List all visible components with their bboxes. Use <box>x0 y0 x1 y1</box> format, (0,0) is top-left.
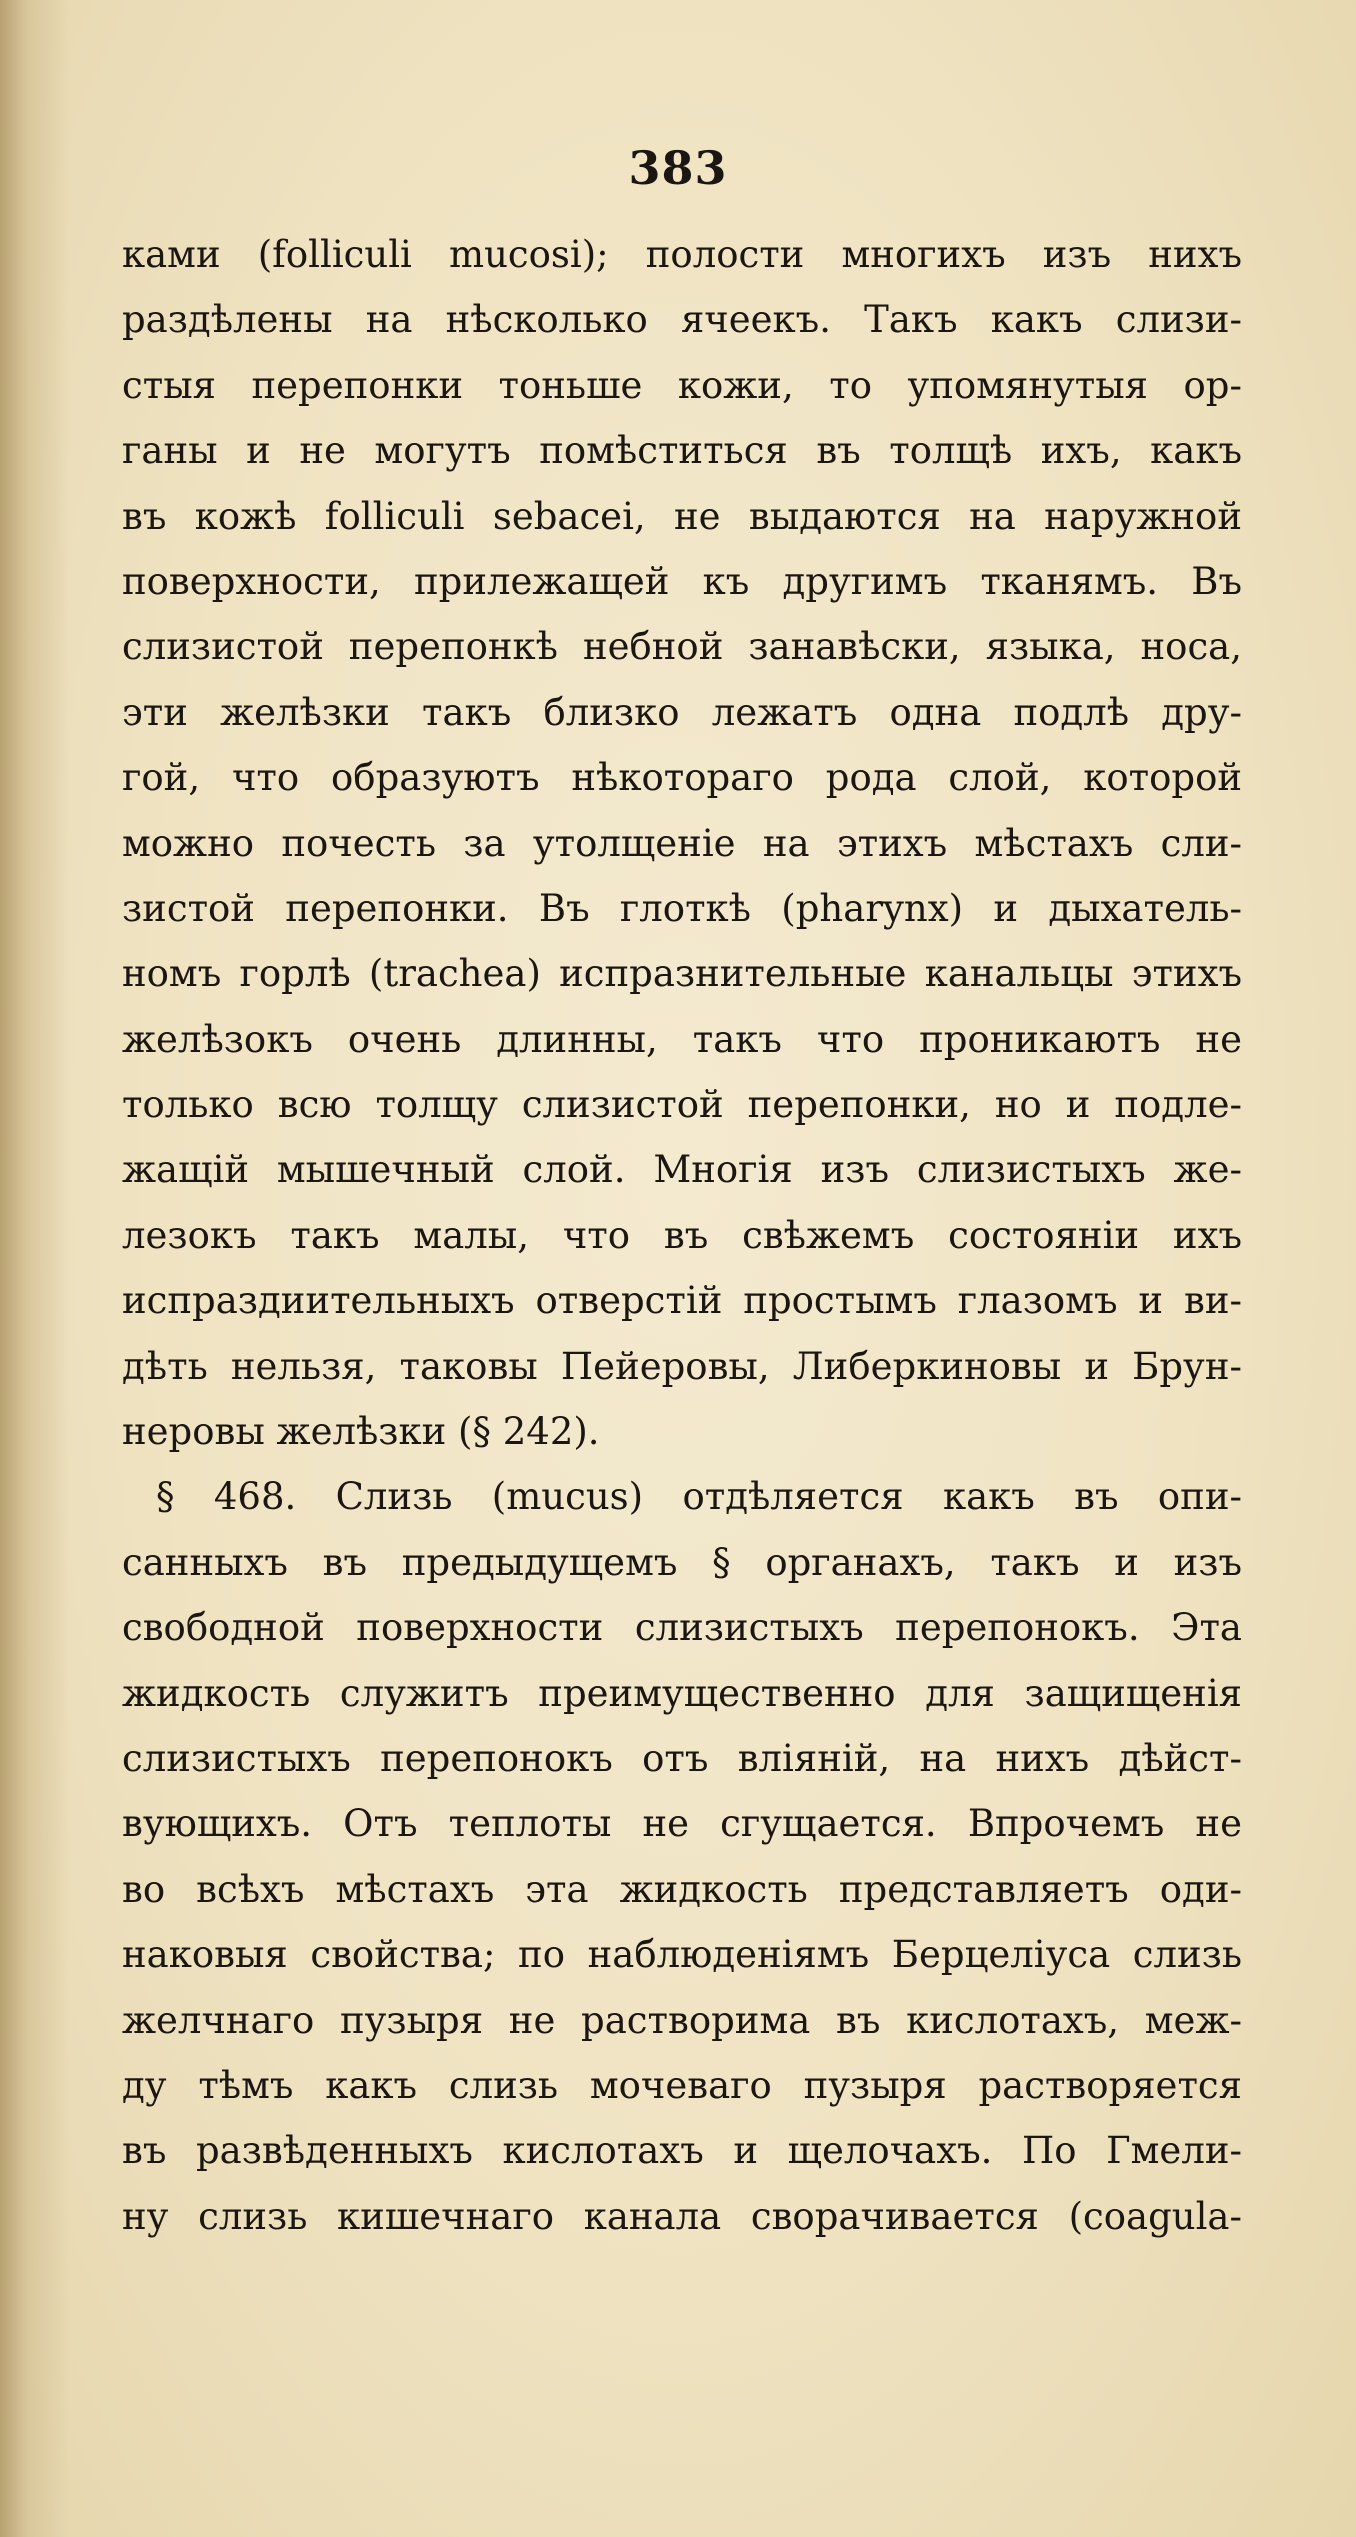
text-line: раздѣлены на нѣсколько ячеекъ. Такъ какъ слизи- <box>122 298 1242 342</box>
text-line: въ кожѣ folliculi sebacei, не выдаются на наружной <box>122 494 1242 538</box>
text-line: ду тѣмъ какъ слизь мочеваго пузыря растворяется <box>122 2063 1242 2107</box>
text-line: желѣзокъ очень длинны, такъ что проникаютъ не <box>122 1017 1242 1061</box>
text-line: номъ горлѣ (trachea) испразнительные канальцы этихъ <box>122 952 1242 996</box>
text-line: лезокъ такъ малы, что въ свѣжемъ состоянiи ихъ <box>122 1213 1242 1257</box>
text-line: ну слизь кишечнаго канала сворачивается (coagula- <box>122 2194 1242 2238</box>
body-text <box>122 222 1242 2249</box>
text-line: свободной поверхности слизистыхъ перепонокъ. Эта <box>122 1606 1242 1650</box>
page-number: 383 <box>628 141 728 195</box>
paragraph-start-line: § 468. Слизь (mucus) отдѣляется какъ въ опи- <box>156 1475 1242 1519</box>
text-line: стыя перепонки тоньше кожи, то упомянутыя ор- <box>122 363 1242 407</box>
text-line: желчнаго пузыря не растворима въ кислотахъ, меж- <box>122 1998 1242 2042</box>
text-line: зистой перепонки. Въ глоткѣ (pharynx) и дыхатель- <box>122 886 1242 930</box>
text-line: ками (folliculi mucosi); полости многихъ изъ нихъ <box>122 233 1242 276</box>
spine-shadow <box>0 0 70 2537</box>
text-line: въ развѣденныхъ кислотахъ и щелочахъ. По Гмели- <box>122 2129 1242 2173</box>
text-line: только всю толщу слизистой перепонки, но и подле- <box>122 1083 1242 1127</box>
text-line: наковыя свойства; по наблюденiямъ Берцелiуса слизь <box>122 1933 1242 1977</box>
text-line: слизистой перепонкѣ небной занавѣски, языка, носа, <box>122 625 1242 669</box>
text-line: жащiй мышечный слой. Многiя изъ слизистыхъ же- <box>122 1148 1242 1192</box>
text-line: гой, что образуютъ нѣкотораго рода слой, которой <box>122 756 1242 800</box>
text-line: неровы желѣзки (§ 242). <box>122 1410 600 1454</box>
text-line: эти желѣзки такъ близко лежатъ одна подлѣ дру- <box>122 690 1242 734</box>
text-line: дѣть нельзя, таковы Пейеровы, Либеркиновы и Брун- <box>122 1344 1242 1388</box>
text-line: жидкость служитъ преимущественно для защищенiя <box>122 1671 1242 1715</box>
text-line: во всѣхъ мѣстахъ эта жидкость представляетъ оди- <box>122 1867 1242 1911</box>
text-line: вующихъ. Отъ теплоты не сгущается. Впрочемъ не <box>122 1802 1242 1846</box>
text-line: санныхъ въ предыдущемъ § органахъ, такъ и изъ <box>122 1540 1242 1584</box>
text-line: испраздиительныхъ отверстiй простымъ глазомъ и ви- <box>122 1279 1242 1323</box>
text-line: поверхности, прилежащей къ другимъ тканямъ. Въ <box>122 559 1242 603</box>
text-line: ганы и не могутъ помѣститься въ толщѣ ихъ, какъ <box>122 429 1242 473</box>
text-line: можно почесть за утолщенiе на этихъ мѣстахъ сли- <box>122 821 1242 865</box>
text-line: слизистыхъ перепонокъ отъ влiянiй, на нихъ дѣйст- <box>122 1736 1242 1780</box>
